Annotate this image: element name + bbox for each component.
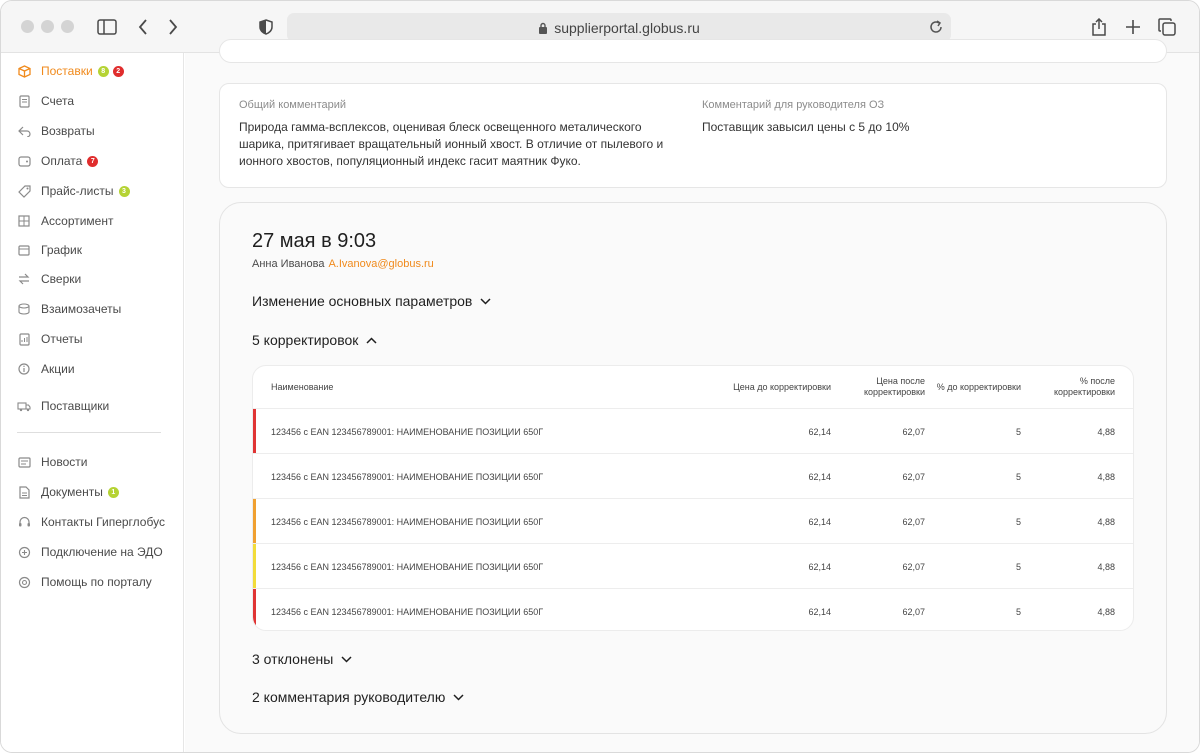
table-row[interactable]: [253, 498, 1134, 543]
cell-pct-after: 4,88: [1097, 516, 1115, 527]
column-header-price-before: Цена до корректировки: [733, 381, 831, 392]
return-icon: [17, 124, 31, 138]
stack-icon: [17, 302, 31, 316]
cell-pct-after: 4,88: [1097, 606, 1115, 617]
back-icon[interactable]: [131, 15, 155, 39]
count-badge: 1: [108, 487, 119, 498]
column-header-pct-before: % до корректировки: [936, 381, 1021, 392]
cell-name: 123456 с EAN 123456789001: НАИМЕНОВАНИЕ ПОЗИЦИИ 650Г: [271, 426, 544, 437]
table-row[interactable]: [253, 408, 1134, 453]
chevron-up-icon: [366, 337, 377, 344]
count-badge: 7: [87, 156, 98, 167]
cell-price-after: 62,07: [902, 561, 925, 572]
cell-pct-after: 4,88: [1097, 426, 1115, 437]
sidebar-item-contacts[interactable]: [17, 512, 165, 532]
calendar-icon: [17, 243, 31, 257]
chevron-down-icon: [341, 656, 352, 663]
sidebar: [1, 53, 184, 753]
close-window-dot[interactable]: [21, 20, 34, 33]
cell-price-after: 62,07: [902, 471, 925, 482]
event-author: [252, 258, 434, 270]
tabs-overview-icon[interactable]: [1155, 15, 1179, 39]
history-event-card: [219, 202, 1167, 734]
manager-comment-text: Поставщик завысил цены с 5 до 10%: [702, 120, 910, 134]
event-date: 27 мая в 9:03: [252, 230, 377, 252]
corrections-toggle-label: 5 корректировок: [252, 332, 359, 348]
sidebar-item-payment[interactable]: [17, 151, 98, 171]
cell-pct-before: 5: [1015, 471, 1021, 482]
comments-card: [219, 83, 1167, 188]
params-toggle-label: Изменение основных параметров: [252, 293, 473, 309]
table-row[interactable]: [253, 588, 1134, 631]
reload-icon[interactable]: [924, 15, 948, 39]
sidebar-item-returns[interactable]: [17, 121, 95, 141]
headset-icon: [17, 515, 31, 529]
info-icon: [17, 362, 31, 376]
sidebar-item-reports[interactable]: [17, 329, 82, 349]
manager-comment-label: Комментарий для руководителя ОЗ: [702, 99, 885, 111]
sidebar-item-offsets[interactable]: [17, 299, 121, 319]
main-content: [185, 53, 1200, 753]
cell-price-after: 62,07: [902, 516, 925, 527]
sidebar-item-label: Ассортимент: [41, 214, 114, 228]
corrections-toggle[interactable]: [252, 332, 377, 348]
sidebar-item-label: Взаимозачеты: [41, 302, 122, 316]
sidebar-item-label: Помощь по порталу: [41, 575, 152, 589]
sidebar-item-label: Сверки: [41, 272, 82, 286]
cell-name: 123456 с EAN 123456789001: НАИМЕНОВАНИЕ ПОЗИЦИИ 650Г: [271, 561, 544, 572]
sidebar-item-label: Поставщики: [41, 399, 110, 413]
wallet-icon: [17, 154, 31, 168]
rejected-toggle-label: 3 отклонены: [252, 651, 334, 667]
sidebar-item-label: Новости: [41, 455, 88, 469]
cell-price-before: 62,14: [808, 606, 831, 617]
address-bar[interactable]: [287, 13, 951, 42]
general-comment-text: Природа гамма-всплексов, оценивая блеск освещенного металического шарика, притягивает вращательный ионный хвост. В отличие от пылевого и ионного хвостов, популяционный индекс гасит маятник Фуко.: [239, 120, 664, 168]
corrections-table: [252, 365, 1134, 631]
status-marker: [253, 589, 256, 631]
document-icon: [17, 94, 31, 108]
status-marker: [253, 409, 256, 454]
sidebar-item-edo[interactable]: [17, 542, 163, 562]
sidebar-item-label: Отчеты: [41, 332, 83, 346]
truck-icon: [17, 399, 31, 413]
table-row[interactable]: [253, 543, 1134, 588]
sidebar-item-invoices[interactable]: [17, 91, 74, 111]
params-toggle[interactable]: [252, 293, 491, 309]
count-badge: 8: [98, 66, 109, 77]
cell-price-after: 62,07: [902, 426, 925, 437]
count-badge: 2: [113, 66, 124, 77]
swap-icon: [17, 272, 31, 286]
cell-price-after: 62,07: [902, 606, 925, 617]
sidebar-item-label: Счета: [41, 94, 75, 108]
sidebar-item-reconciliations[interactable]: [17, 269, 81, 289]
sidebar-item-promotions[interactable]: [17, 359, 75, 379]
cell-name: 123456 с EAN 123456789001: НАИМЕНОВАНИЕ ПОЗИЦИИ 650Г: [271, 516, 544, 527]
sidebar-item-label: Документы: [41, 485, 103, 499]
sidebar-item-documents[interactable]: [17, 482, 119, 502]
sidebar-item-label: Прайс-листы: [41, 184, 114, 198]
sidebar-item-label: Акции: [41, 362, 75, 376]
column-header-price-after: Цена после корректировки: [863, 376, 925, 397]
status-marker: [253, 544, 256, 589]
general-comment-label: Общий комментарий: [239, 99, 347, 111]
column-header-name: Наименование: [271, 381, 334, 392]
cell-name: 123456 с EAN 123456789001: НАИМЕНОВАНИЕ ПОЗИЦИИ 650Г: [271, 606, 544, 617]
author-email-link[interactable]: A.Ivanova@globus.ru: [328, 258, 434, 270]
author-name: Анна Иванова: [252, 258, 325, 270]
sidebar-item-schedule[interactable]: [17, 240, 82, 260]
report-icon: [17, 332, 31, 346]
table-row[interactable]: [253, 453, 1134, 498]
sidebar-item-label: Подключение на ЭДО: [41, 545, 163, 559]
box-icon: [17, 64, 31, 78]
tag-icon: [17, 184, 31, 198]
news-icon: [17, 455, 31, 469]
cell-price-before: 62,14: [808, 561, 831, 572]
sidebar-item-suppliers[interactable]: [17, 396, 109, 416]
cell-price-before: 62,14: [808, 471, 831, 482]
zoom-window-dot[interactable]: [61, 20, 74, 33]
sidebar-item-price-lists[interactable]: [17, 181, 130, 201]
sidebar-item-label: Возвраты: [41, 124, 95, 138]
sidebar-item-label: Оплата: [41, 154, 83, 168]
status-marker: [253, 499, 256, 544]
shield-icon[interactable]: [254, 15, 278, 39]
grid-icon: [17, 214, 31, 228]
lock-icon: [538, 22, 548, 34]
manager-comments-toggle[interactable]: [252, 689, 464, 705]
url-text: supplierportal.globus.ru: [554, 19, 700, 36]
sidebar-item-label: Контакты Гиперглобус: [41, 515, 165, 529]
sidebar-toggle-icon[interactable]: [95, 15, 119, 39]
previous-card: [219, 39, 1167, 63]
sidebar-item-news[interactable]: [17, 452, 87, 472]
cell-pct-after: 4,88: [1097, 471, 1115, 482]
cell-price-before: 62,14: [808, 426, 831, 437]
cell-pct-after: 4,88: [1097, 561, 1115, 572]
rejected-toggle[interactable]: [252, 651, 352, 667]
sidebar-item-help[interactable]: [17, 572, 152, 592]
cell-name: 123456 с EAN 123456789001: НАИМЕНОВАНИЕ ПОЗИЦИИ 650Г: [271, 471, 544, 482]
new-tab-icon[interactable]: [1121, 15, 1145, 39]
share-icon[interactable]: [1087, 15, 1111, 39]
cell-pct-before: 5: [1015, 606, 1021, 617]
help-icon: [17, 575, 31, 589]
cell-pct-before: 5: [1015, 426, 1021, 437]
sidebar-item-label: График: [41, 243, 82, 257]
minimize-window-dot[interactable]: [41, 20, 54, 33]
manager-comments-toggle-label: 2 комментария руководителю: [252, 689, 446, 705]
link-icon: [17, 545, 31, 559]
cell-price-before: 62,14: [808, 516, 831, 527]
sidebar-item-supplies[interactable]: [17, 61, 124, 81]
sidebar-item-assortment[interactable]: [17, 211, 113, 231]
forward-icon[interactable]: [161, 15, 185, 39]
file-icon: [17, 485, 31, 499]
sidebar-divider: [17, 432, 161, 433]
chevron-down-icon: [453, 694, 464, 701]
count-badge: 3: [119, 186, 130, 197]
cell-pct-before: 5: [1015, 516, 1021, 527]
chevron-down-icon: [480, 298, 491, 305]
cell-pct-before: 5: [1015, 561, 1021, 572]
column-header-pct-after: % после корректировки: [1053, 376, 1115, 397]
sidebar-item-label: Поставки: [41, 64, 93, 78]
